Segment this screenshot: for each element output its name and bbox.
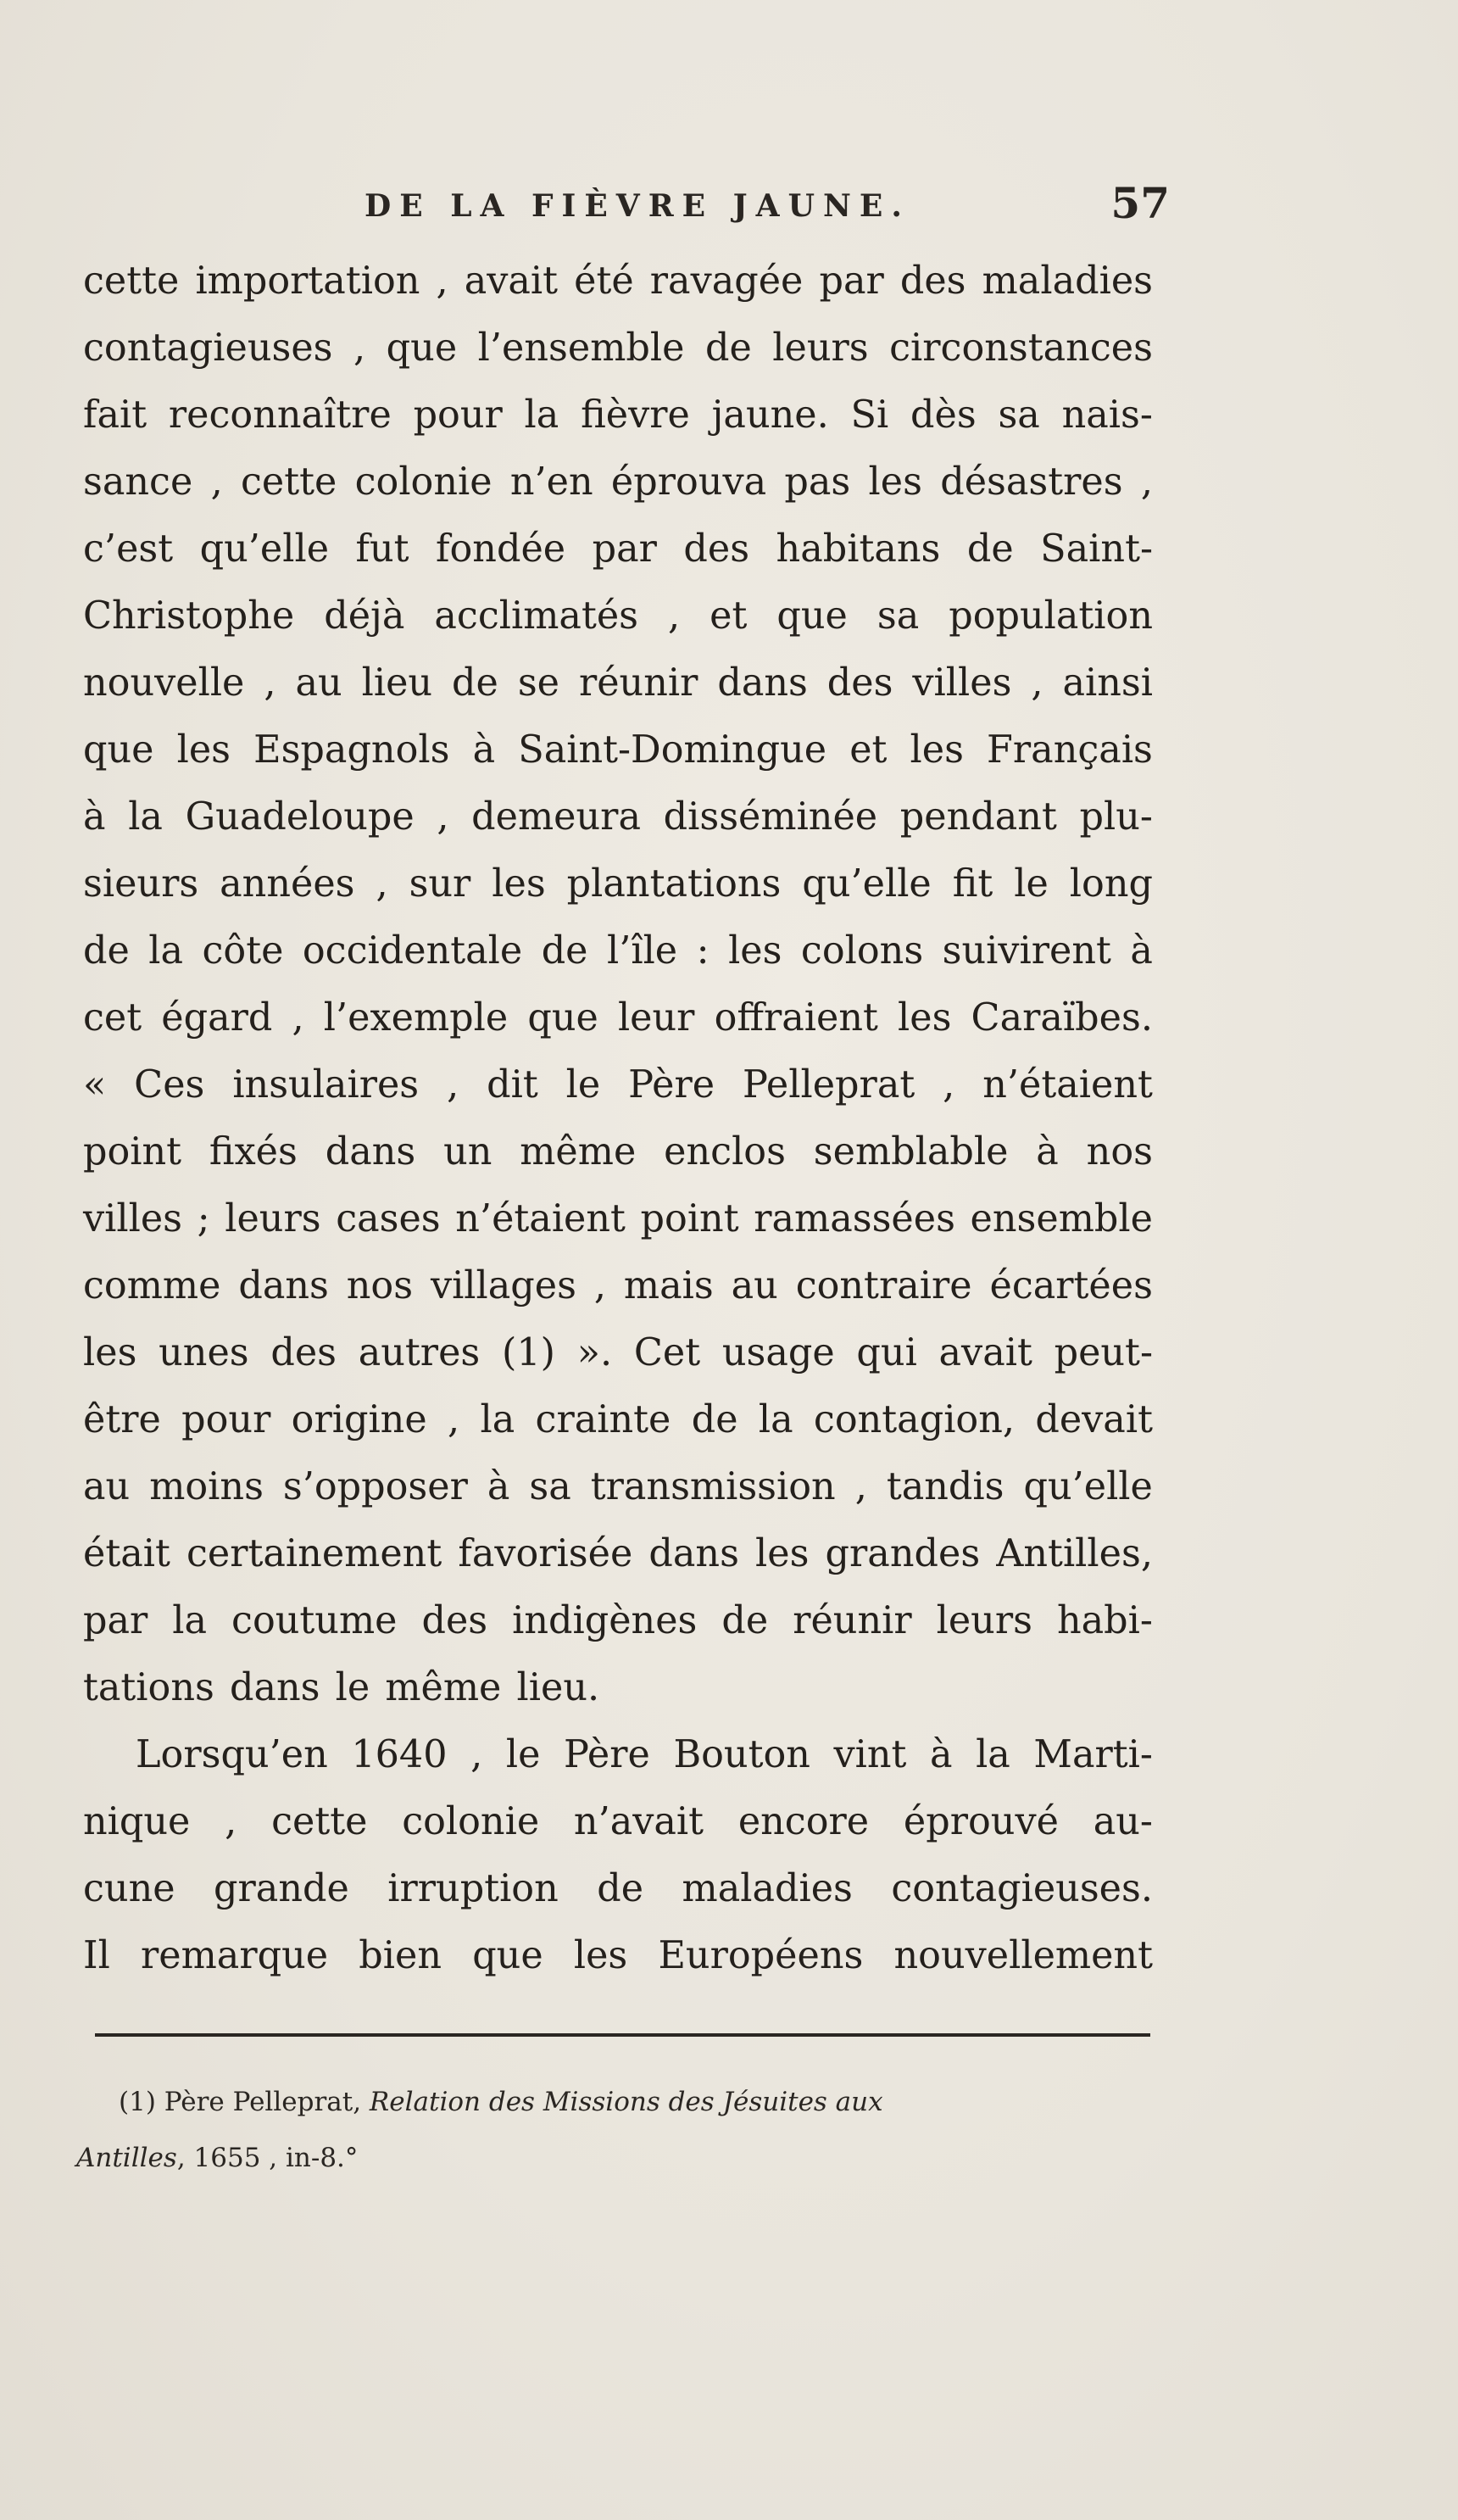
text-line: était certainement favorisée dans les grandes Antilles, — [83, 1532, 1153, 1575]
text-line: tations dans le même lieu. — [83, 1666, 600, 1709]
text-line: être pour origine , la crainte de la contagion, devait — [83, 1398, 1153, 1441]
text-line: Il remarque bien que les Européens nouvellement — [83, 1934, 1153, 1977]
text-line: de la côte occidentale de l’île : les colons suivirent à — [83, 929, 1153, 973]
text-line: contagieuses , que l’ensemble de leurs circonstances — [83, 326, 1153, 370]
footnote-marker: (1) — [119, 2087, 156, 2117]
text-line: par la coutume des indigènes de réunir leurs habi- — [83, 1599, 1153, 1642]
text-line: « Ces insulaires , dit le Père Pelleprat , n’étaient — [83, 1063, 1153, 1107]
footnote-details: , 1655 , in-8.° — [176, 2143, 359, 2173]
text-line: point fixés dans un même enclos semblable à nos — [83, 1130, 1153, 1174]
text-line: sieurs années , sur les plantations qu’elle fit le long — [83, 862, 1153, 906]
footnote-work-title-cont: Antilles — [76, 2143, 177, 2173]
footnote-work-title: Relation des Missions des Jésuites aux — [369, 2087, 883, 2117]
running-head — [85, 178, 1170, 239]
text-line: villes ; leurs cases n’étaient point ramassées ensemble — [83, 1197, 1153, 1240]
footnote-line-2 — [76, 2130, 1153, 2186]
page-number: 57 — [1110, 178, 1170, 228]
text-line: cet égard , l’exemple que leur offraient les Caraïbes. — [83, 996, 1153, 1040]
text-line: au moins s’opposer à sa transmission , tandis qu’elle — [83, 1465, 1153, 1508]
text-line: à la Guadeloupe , demeura disséminée pendant plu- — [83, 795, 1153, 839]
text-line: fait reconnaître pour la fièvre jaune. Si dès sa nais- — [83, 393, 1153, 437]
body-text — [83, 248, 1153, 1989]
footnote-divider — [95, 2033, 1150, 2037]
text-line: que les Espagnols à Saint-Domingue et les Français — [83, 728, 1153, 772]
text-line: Lorsqu’en 1640 , le Père Bouton vint à la Marti- — [136, 1733, 1153, 1776]
text-line: Christophe déjà acclimatés , et que sa population — [83, 594, 1153, 638]
text-line: les unes des autres (1) ». Cet usage qui avait peut- — [83, 1331, 1153, 1374]
text-line: comme dans nos villages , mais au contraire écartées — [83, 1264, 1153, 1307]
footnote-line-1 — [119, 2074, 1153, 2130]
footnote-author: Père Pelleprat, — [164, 2087, 362, 2117]
text-line: c’est qu’elle fut fondée par des habitans de Saint- — [83, 527, 1153, 571]
text-line: nouvelle , au lieu de se réunir dans des villes , ainsi — [83, 661, 1153, 705]
running-title: DE LA FIÈVRE JAUNE. — [364, 188, 910, 224]
text-line: cette importation , avait été ravagée par des maladies — [83, 259, 1153, 303]
text-line: nique , cette colonie n’avait encore éprouvé au- — [83, 1800, 1153, 1843]
text-line: cune grande irruption de maladies contagieuses. — [83, 1867, 1153, 1910]
text-line: sance , cette colonie n’en éprouva pas les désastres , — [83, 460, 1153, 504]
footnote — [76, 2074, 1153, 2186]
